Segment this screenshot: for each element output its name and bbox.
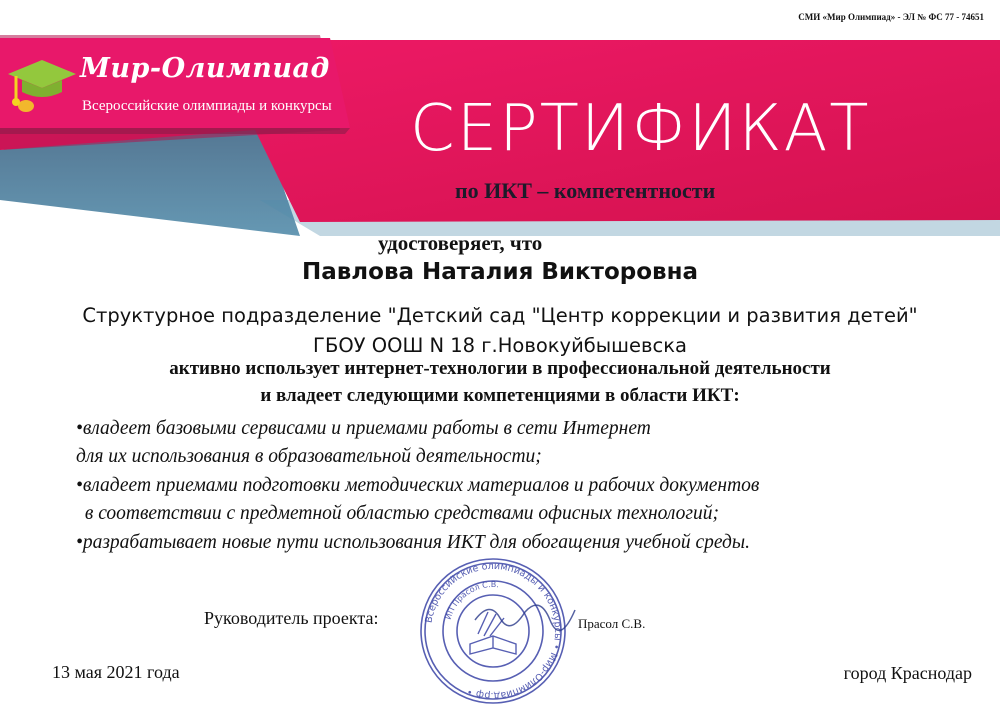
certificate-subtitle: по ИКТ – компетентности	[455, 178, 716, 203]
issue-city: город Краснодар	[843, 663, 972, 683]
svg-text:ИП Прасол С.В.: ИП Прасол С.В.	[443, 579, 500, 621]
organization-line-1: Структурное подразделение "Детский сад "Центр коррекции и развития детей"	[82, 304, 918, 327]
certifies-text: удостоверяет, что	[378, 231, 543, 255]
signature-name: Прасол С.В.	[578, 616, 646, 631]
competency-line: для их использования в образовательной деятельности;	[76, 446, 542, 467]
registration-number: СМИ «Мир Олимпиад» - ЭЛ № ФС 77 - 74651	[798, 12, 984, 22]
certificate-title: СЕРТИФИКАТ	[410, 92, 871, 166]
statement-line-2: и владеет следующими компетенциями в области ИКТ:	[260, 385, 740, 406]
logo-subtitle: Всероссийские олимпиады и конкурсы	[82, 98, 332, 114]
statement-line-1: активно использует интернет-технологии в профессиональной деятельности	[169, 358, 831, 379]
competency-line: •владеет приемами подготовки методических материалов и рабочих документов	[76, 475, 760, 496]
graduation-cap-icon	[6, 56, 78, 118]
competency-line: •владеет базовыми сервисами и приемами работы в сети Интернет	[76, 418, 651, 439]
project-head-label: Руководитель проекта:	[204, 608, 379, 628]
svg-text:Всероссийские олимпиады и конк: Всероссийские олимпиады и конкурсы • Мир-Олимпиад.рф •	[423, 560, 564, 702]
organization-line-2: ГБОУ ООШ N 18 г.Новокуйбышевска	[313, 334, 687, 357]
recipient-name: Павлова Наталия Викторовна	[301, 259, 699, 285]
competency-line: в соответствии с предметной областью средствами офисных технологий;	[80, 503, 719, 524]
issue-date: 13 мая 2021 года	[52, 662, 180, 682]
competency-line: •разрабатывает новые пути использования ИКТ для обогащения учебной среды.	[76, 532, 750, 553]
logo-name: Мир-Олимпиад	[80, 53, 330, 84]
signature-scribble	[470, 590, 580, 640]
